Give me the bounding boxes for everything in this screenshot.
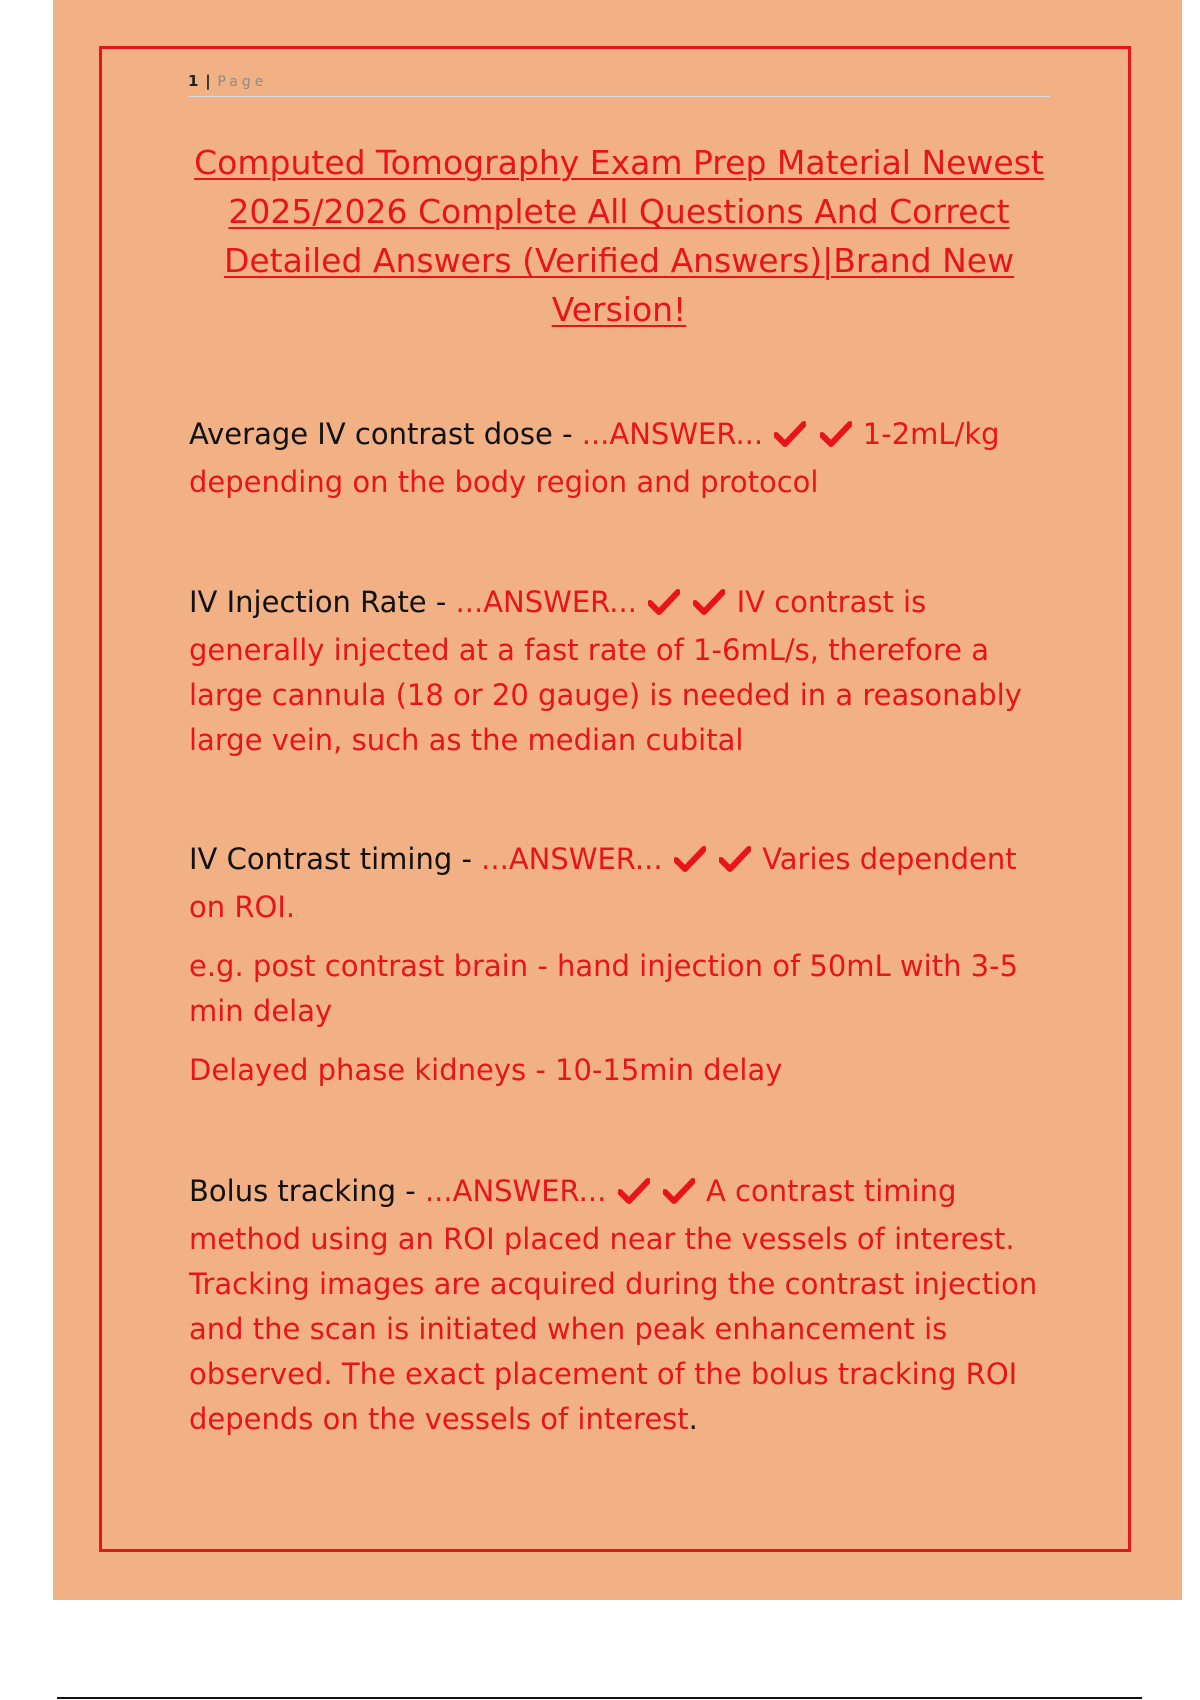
question-text: Average IV contrast dose - [189,417,582,451]
check-mark-icon [648,583,680,628]
answer-period: . [688,1402,698,1436]
answer-text: IV contrast is generally injected at a fast rate of 1-6mL/s, therefore a large cannula (18 or 20 gauge) is needed in a reasonably large vein, such as the median cubital [189,585,1022,757]
answer-text: 1-2mL/kg depending on the body region and protocol [189,417,1000,499]
answer-extra-line: Delayed phase kidneys - 10-15min delay [189,1053,783,1087]
qa-entry-contrast-timing [189,837,1059,1093]
check-mark-icon [618,1172,650,1217]
check-mark-icon [674,840,706,885]
answer-text: Varies dependent on ROI. [189,842,1017,924]
answer-text: A contrast timing method using an ROI placed near the vessels of interest. Tracking images are acquired during the contrast injection and the scan is initiated when peak enhancement is observed. The exact placement of the bolus tracking ROI depends on the vessels of interest [189,1174,1038,1436]
qa-paragraph [189,580,1059,763]
page-number: 1 [188,72,199,90]
answer-marker: ...ANSWER... [581,417,764,451]
answer-marker: ...ANSWER... [455,585,637,619]
page-separator: | [205,72,211,90]
qa-paragraph [189,837,1059,930]
page-label: Page [217,74,268,90]
question-text: IV Contrast timing - [189,842,482,876]
check-mark-icon [774,415,806,460]
question-text: Bolus tracking - [189,1174,425,1208]
check-mark-icon [663,1172,695,1217]
question-text: IV Injection Rate - [189,585,456,619]
page-header [188,70,1050,97]
qa-paragraph [189,412,1059,505]
qa-entry-contrast-dose [189,412,1059,505]
check-mark-icon [820,415,852,460]
qa-entry-bolus-tracking [189,1169,1059,1442]
answer-marker: ...ANSWER... [424,1174,607,1208]
document-title: Computed Tomography Exam Prep Material Newest 2025/2026 Complete All Questions And Correct Detailed Answers (Verified Answers)|Brand New Version! [194,143,1044,329]
check-mark-icon [693,583,725,628]
qa-paragraph [189,1169,1059,1442]
answer-extra-line: e.g. post contrast brain - hand injection of 50mL with 3-5 min delay [189,949,1019,1028]
footer-divider [57,1697,1142,1699]
check-mark-icon [719,840,751,885]
answer-marker: ...ANSWER... [481,842,663,876]
qa-entry-injection-rate [189,580,1059,763]
